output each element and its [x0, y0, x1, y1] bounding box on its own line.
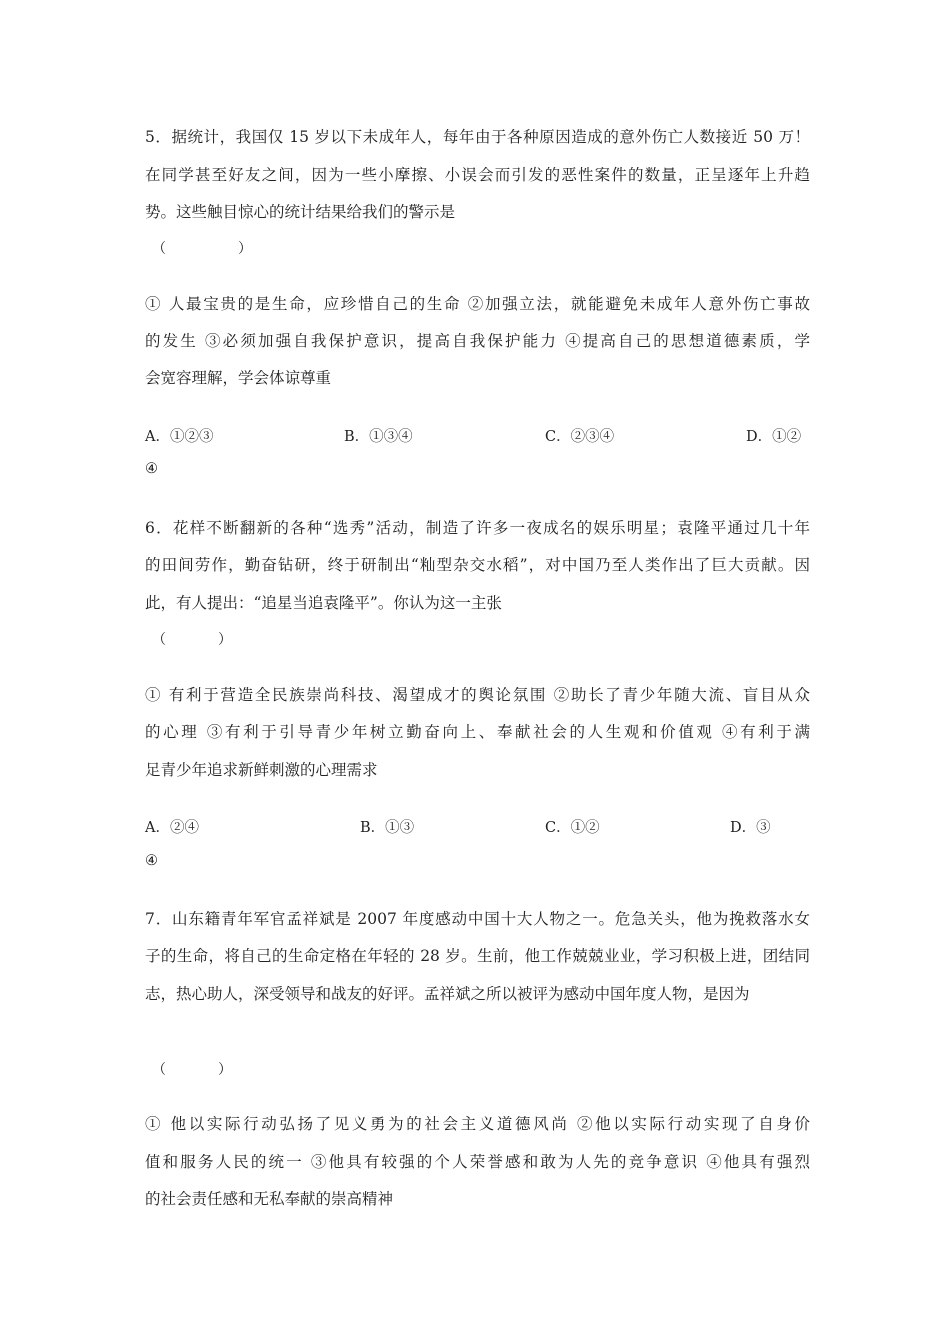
- q5-option-c: C．②③④: [545, 429, 615, 445]
- q7-statement-line: 的社会责任感和无私奉献的崇高精神: [145, 1190, 394, 1208]
- q7-stem-line: 7．山东籍青年军官孟祥斌是 2007 年度感动中国十大人物之一。危急关头，他为挽救落水女: [145, 910, 810, 928]
- q6-answer-blank: [152, 629, 232, 649]
- q5-stem-line: 在同学甚至好友之间，因为一些小摩擦、小误会而引发的恶性案件的数量，正呈逐年上升趋: [145, 166, 810, 184]
- q5-option-d-wrap: ④: [145, 461, 158, 477]
- q6-statement-line: 足青少年追求新鲜刺激的心理需求: [145, 761, 378, 779]
- q5-statement-line: ① 人最宝贵的是生命，应珍惜自己的生命 ②加强立法，就能避免未成年人意外伤亡事故: [145, 295, 810, 313]
- q6-option-d-wrap: ④: [145, 853, 158, 869]
- q7-answer-blank: [152, 1059, 232, 1079]
- q5-statement-line: 会宽容理解，学会体谅尊重: [145, 369, 332, 387]
- q6-option-c: C．①②: [545, 820, 600, 836]
- q6-stem-line: 此，有人提出：“追星当追袁隆平”。你认为这一主张: [145, 594, 502, 612]
- q6-option-a: A．②④: [145, 820, 199, 836]
- q7-stem-line: 子的生命，将自己的生命定格在年轻的 28 岁。生前，他工作兢兢业业，学习积极上进，团结同: [145, 947, 810, 965]
- q5-statement-line: 的发生 ③必须加强自我保护意识，提高自我保护能力 ④提高自己的思想道德素质，学: [145, 332, 810, 350]
- q5-option-d: D．①②: [746, 429, 802, 445]
- paren-open: （: [152, 632, 166, 648]
- q5-option-b: B．①③④: [344, 429, 413, 445]
- q5-stem-line: 5．据统计，我国仅 15 岁以下未成年人，每年由于各种原因造成的意外伤亡人数接近 50 万！: [145, 128, 810, 146]
- q6-statement-line: 的心理 ③有利于引导青少年树立勤奋向上、奉献社会的人生观和价值观 ④有利于满: [145, 723, 810, 741]
- q7-statement-line: 值和服务人民的统一 ③他具有较强的个人荣誉感和敢为人先的竞争意识 ④他具有强烈: [145, 1153, 810, 1171]
- q6-stem-line: 的田间劳作，勤奋钻研，终于研制出“籼型杂交水稻”，对中国乃至人类作出了巨大贡献。因: [145, 556, 810, 574]
- q5-option-a: A．①②③: [145, 429, 214, 445]
- paren-open: （: [152, 1062, 166, 1078]
- q5-answer-blank: [152, 238, 252, 258]
- q7-stem-line: 志，热心助人，深受领导和战友的好评。孟祥斌之所以被评为感动中国年度人物，是因为: [145, 985, 750, 1003]
- q6-statement-line: ① 有利于营造全民族崇尚科技、渴望成才的舆论氛围 ②助长了青少年随大流、盲目从众: [145, 686, 810, 704]
- q6-option-d: D．③: [730, 820, 771, 836]
- paren-close: ）: [238, 241, 252, 257]
- paren-open: （: [152, 241, 166, 257]
- q6-stem-line: 6．花样不断翻新的各种“选秀”活动，制造了许多一夜成名的娱乐明星；袁隆平通过几十年: [145, 519, 810, 537]
- q5-stem-line: 势。这些触目惊心的统计结果给我们的警示是: [145, 203, 456, 221]
- paren-close: ）: [218, 632, 232, 648]
- q7-statement-line: ① 他以实际行动弘扬了见义勇为的社会主义道德风尚 ②他以实际行动实现了自身价: [145, 1115, 810, 1133]
- q6-option-b: B．①③: [360, 820, 415, 836]
- paren-close: ）: [218, 1062, 232, 1078]
